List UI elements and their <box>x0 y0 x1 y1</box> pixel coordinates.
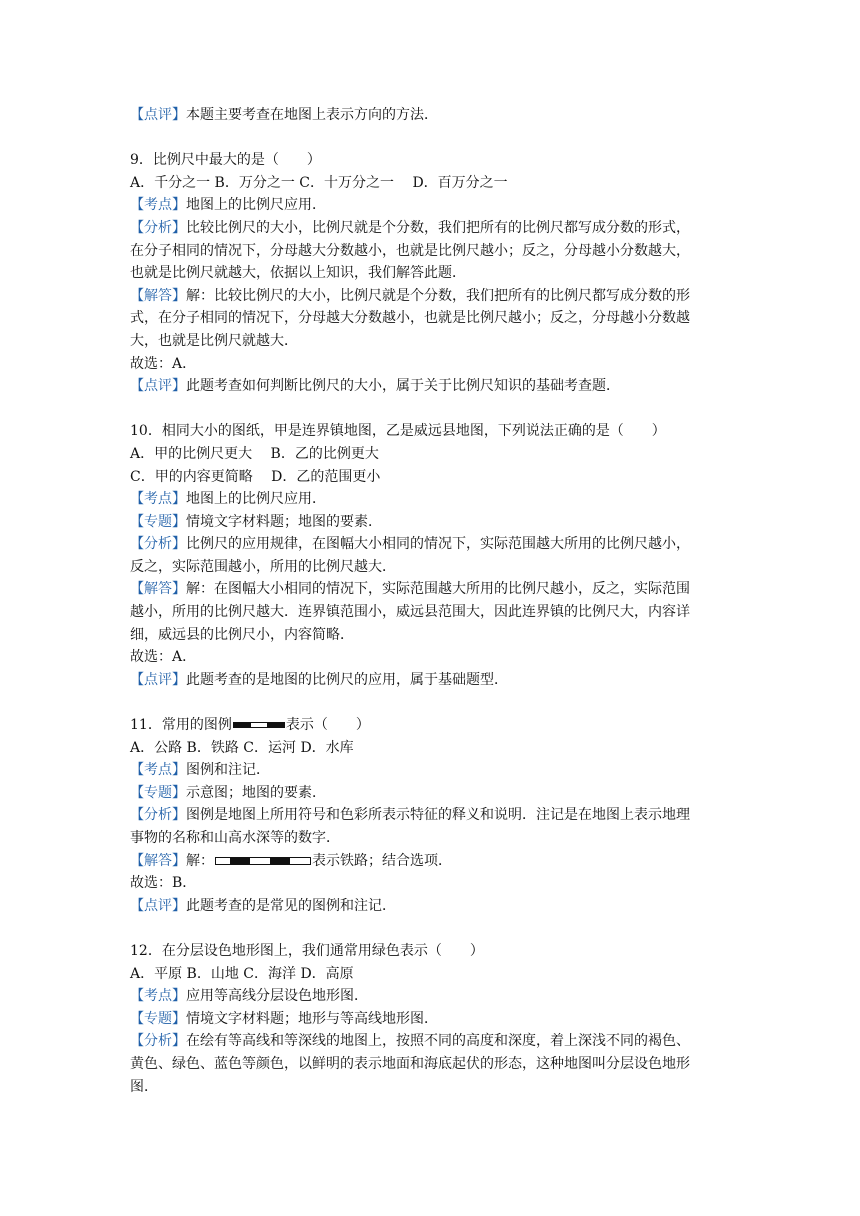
review-tag: 【点评】 <box>130 897 186 914</box>
question-options: A．公路 B．铁路 C．运河 D．水库 <box>130 739 354 756</box>
answer-line <box>130 285 730 308</box>
point-text: 图例和注记． <box>186 762 270 779</box>
answer-tag: 【解答】 <box>130 581 186 598</box>
railway-legend-icon <box>215 857 311 865</box>
analysis-line <box>130 804 730 827</box>
point-tag: 【考点】 <box>130 762 186 779</box>
analysis-tag: 【分析】 <box>130 219 186 236</box>
answer-text: 表示铁路；结合选项． <box>312 852 452 869</box>
review-line <box>130 375 730 398</box>
question-stem: 9．比例尺中最大的是（ ） <box>130 152 321 169</box>
point-text: 地图上的比例尺应用． <box>186 491 326 508</box>
review-text: 本题主要考查在地图上表示方向的方法． <box>186 107 438 123</box>
point-line <box>130 194 730 217</box>
answer-text: 细，威远县的比例尺小，内容简略． <box>130 626 354 643</box>
answer-line <box>130 850 730 873</box>
topic-line <box>130 511 730 534</box>
question-options: A．甲的比例尺更大 B．乙的比例更大 <box>130 445 379 462</box>
review-text: 此题考查如何判断比例尺的大小，属于关于比例尺知识的基础考查题． <box>186 378 620 395</box>
analysis-text: 图例是地图上所用符号和色彩所表示特征的释义和说明．注记是在地图上表示地理 <box>186 807 690 824</box>
analysis-line <box>130 217 730 240</box>
railway-legend-icon <box>233 722 285 728</box>
analysis-text: 反之，实际范围越小，所用的比例尺越大． <box>130 558 396 575</box>
choice-text: 故选：B． <box>130 875 197 892</box>
answer-tag: 【解答】 <box>130 287 186 304</box>
question-options: A．千分之一 B．万分之一 C．十万分之一 D．百万分之一 <box>130 174 508 191</box>
point-line <box>130 488 730 511</box>
stem-text: 11．常用的图例 <box>130 717 232 734</box>
answer-text: 解： <box>186 852 214 869</box>
review-text: 此题考查的是常见的图例和注记． <box>186 897 396 914</box>
point-line <box>130 985 730 1008</box>
analysis-text: 在绘有等高线和等深线的地图上，按照不同的高度和深度，着上深浅不同的褐色、 <box>186 1033 690 1050</box>
prev-review-line <box>130 104 730 127</box>
topic-text: 示意图；地图的要素． <box>186 784 326 801</box>
analysis-tag: 【分析】 <box>130 1033 186 1050</box>
question-stem: 10．相同大小的图纸，甲是连界镇地图，乙是威远县地图，下列说法正确的是（ ） <box>130 423 666 440</box>
topic-text: 情境文字材料题；地图的要素． <box>186 513 382 530</box>
topic-tag: 【专题】 <box>130 513 186 530</box>
question-11 <box>130 714 730 917</box>
analysis-text: 事物的名称和山高水深等的数字． <box>130 830 340 846</box>
review-line <box>130 895 730 918</box>
review-line <box>130 669 730 692</box>
question-options: A．平原 B．山地 C．海洋 D．高原 <box>130 965 354 982</box>
topic-line <box>130 782 730 805</box>
answer-text: 解：在图幅大小相同的情况下，实际范围越大所用的比例尺越小，反之，实际范围 <box>186 581 690 598</box>
answer-tag: 【解答】 <box>130 852 186 869</box>
topic-tag: 【专题】 <box>130 1010 186 1027</box>
answer-text: 大，也就是比例尺就越大． <box>130 332 298 349</box>
analysis-tag: 【分析】 <box>130 536 186 553</box>
answer-text: 式，在分子相同的情况下，分母越大分数越小，也就是比例尺越小；反之，分母越小分数越 <box>130 310 690 327</box>
question-12 <box>130 940 730 1098</box>
question-stem: 12．在分层设色地形图上，我们通常用绿色表示（ ） <box>130 942 484 959</box>
point-text: 地图上的比例尺应用． <box>186 197 326 214</box>
review-tag: 【点评】 <box>130 378 186 395</box>
point-text: 应用等高线分层设色地形图． <box>186 988 368 1005</box>
review-tag: 【点评】 <box>130 107 186 123</box>
analysis-text: 比例尺的应用规律，在图幅大小相同的情况下，实际范围越大所用的比例尺越小， <box>186 536 690 553</box>
topic-tag: 【专题】 <box>130 784 186 801</box>
analysis-line <box>130 1030 730 1053</box>
analysis-text: 黄色、绿色、蓝色等颜色，以鲜明的表示地面和海底起伏的形态，这种地图叫分层设色地形 <box>130 1055 690 1072</box>
question-stem <box>130 714 730 737</box>
analysis-text: 在分子相同的情况下，分母越大分数越小，也就是比例尺越小；反之，分母越小分数越大， <box>130 242 690 259</box>
review-tag: 【点评】 <box>130 671 186 688</box>
document-page <box>130 104 730 1098</box>
topic-text: 情境文字材料题；地形与等高线地形图． <box>186 1010 438 1027</box>
analysis-text: 也就是比例尺就越大，依据以上知识，我们解答此题． <box>130 265 466 282</box>
point-tag: 【考点】 <box>130 491 186 508</box>
question-9 <box>130 149 730 398</box>
topic-line <box>130 1008 730 1031</box>
analysis-tag: 【分析】 <box>130 807 186 824</box>
review-text: 此题考查的是地图的比例尺的应用，属于基础题型． <box>186 671 508 688</box>
point-line <box>130 759 730 782</box>
choice-text: 故选：A． <box>130 649 197 666</box>
question-options: C．甲的内容更简略 D．乙的范围更小 <box>130 468 381 485</box>
stem-text: 表示（ ） <box>285 717 370 734</box>
answer-text: 越小，所用的比例尺越大．连界镇范围小，威远县范围大，因此连界镇的比例尺大，内容详 <box>130 604 690 621</box>
answer-text: 解：比较比例尺的大小，比例尺就是个分数，我们把所有的比例尺都写成分数的形 <box>186 287 690 304</box>
analysis-line <box>130 533 730 556</box>
answer-line <box>130 578 730 601</box>
point-tag: 【考点】 <box>130 197 186 214</box>
analysis-text: 图． <box>130 1078 158 1095</box>
analysis-text: 比较比例尺的大小，比例尺就是个分数，我们把所有的比例尺都写成分数的形式， <box>186 219 690 236</box>
choice-text: 故选：A． <box>130 355 197 372</box>
question-10 <box>130 420 730 691</box>
point-tag: 【考点】 <box>130 988 186 1005</box>
